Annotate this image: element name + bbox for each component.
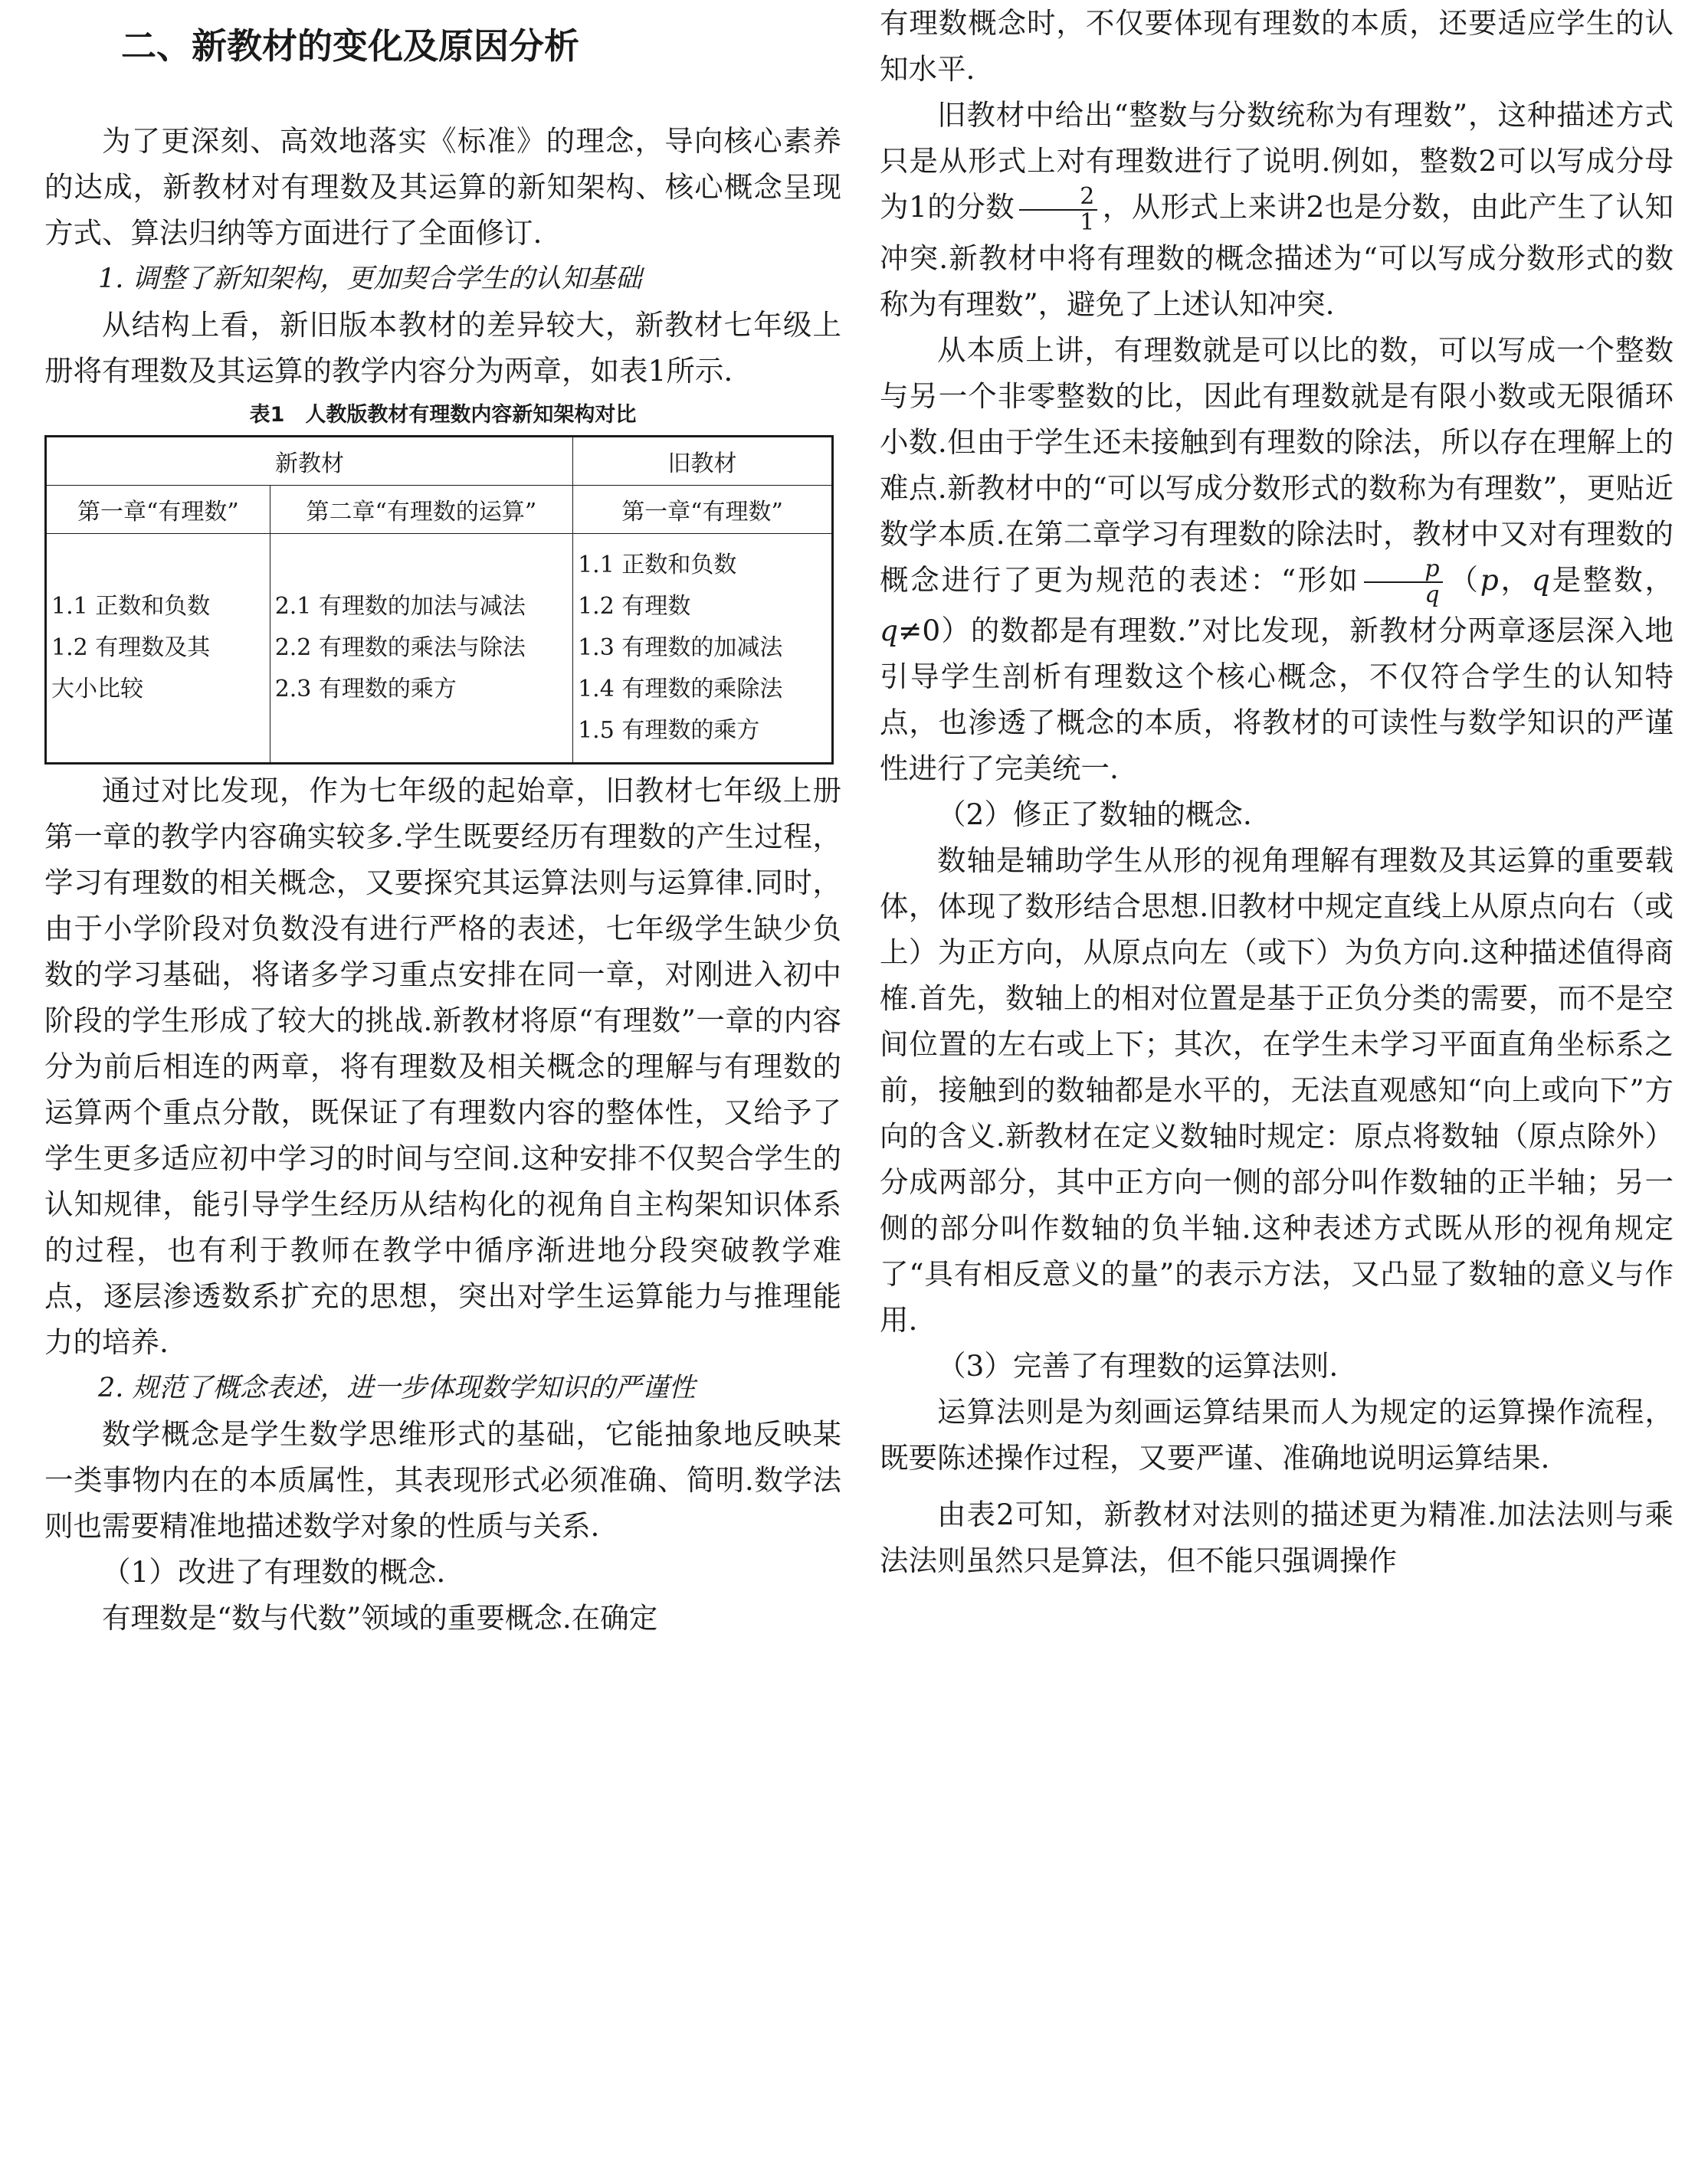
old-definition-text-b: ，从形式上来讲2也是分数，由此产生了认知冲突.新教材中将有理数的概念描述为“可以写成分数形式的数称为有理数”，避免了上述认知冲突.: [880, 190, 1674, 321]
table-column-header-row: [46, 486, 833, 534]
subheading-2: 2. 规范了概念表述，进一步体现数学知识的严谨性: [98, 1373, 696, 1403]
rules-paragraph: 运算法则是为刻画运算结果而人为规定的运算操作流程，既要陈述操作过程，又要严谨、准确地说明运算结果.: [880, 1395, 1674, 1475]
table-cell-line: 1.2 有理数: [578, 593, 691, 620]
fraction-two-over-one: [1019, 182, 1097, 236]
table-caption: 表1 人教版教材有理数内容新知架构对比: [249, 403, 637, 427]
fraction-p-over-q: [1364, 557, 1442, 607]
item-1-heading: （1）改进了有理数的概念.: [102, 1555, 446, 1589]
concept-paragraph: 数学概念是学生数学思维形式的基础，它能抽象地反映某一类事物内在的本质属性，其表现形式必须准确、简明.数学法则也需要精准地描述数学对象的性质与关系.: [44, 1417, 841, 1543]
old-definition-text-a: 旧教材中给出“整数与分数统称为有理数”，这种描述方式只是从形式上对有理数进行了说明.例如，整数2可以写成分母为1的分数: [880, 98, 1674, 224]
table-cell-line: 1.4 有理数的乘除法: [578, 676, 783, 702]
table-cell-line: 大小比较: [51, 676, 143, 702]
old-definition-paragraph: [880, 92, 1674, 327]
fraction-numerator: p: [1364, 557, 1442, 583]
fraction-numerator: 2: [1019, 185, 1097, 211]
table-cell-line: 1.1 正数和负数: [578, 552, 737, 578]
fraction-denominator: q: [1424, 581, 1440, 608]
section-title: 二、新教材的变化及原因分析: [121, 25, 579, 67]
structure-paragraph: 从结构上看，新旧版本教材的差异较大，新教材七年级上册将有理数及其运算的教学内容分为两章，如表1所示.: [44, 308, 841, 388]
essence-text-a: 从本质上讲，有理数就是可以比的数，可以写成一个整数与另一个非零整数的比，因此有理数就是有限小数或无限循环小数.但由于学生还未接触到有理数的除法，所以存在理解上的难点.新教材中的“可以写成分数形式的数称为有理数”，更贴近数学本质.在第二章学习有理数的除法时，教材中又对有理数的概念进行了更为规范的表述：“形如: [880, 332, 1674, 597]
right-column: [880, 0, 1674, 1583]
essence-text-b: （: [1447, 562, 1480, 597]
rational-paragraph-continued: 有理数概念时，不仅要体现有理数的本质，还要适应学生的认知水平.: [880, 6, 1674, 86]
variable-q: q: [880, 614, 899, 647]
essence-paragraph: [880, 327, 1674, 792]
table-col2-header: 第二章“有理数的运算”: [270, 486, 572, 534]
table-col1-header: 第一章“有理数”: [46, 486, 270, 534]
table-cell-line: 2.3 有理数的乘方: [274, 676, 457, 702]
table-cell-line: 2.1 有理数的加法与减法: [274, 593, 526, 620]
compare-paragraph: 通过对比发现，作为七年级的起始章，旧教材七年级上册第一章的教学内容确实较多.学生既要经历有理数的产生过程，学习有理数的相关概念，又要探究其运算法则与运算律.同时，由于小学阶段对负数没有进行严格的表述，七年级学生缺少负数的学习基础，将诸多学习重点安排在同一章，对刚进入初中阶段的学生形成了较大的挑战.新教材将原“有理数”一章的内容分为前后相连的两章，将有理数及相关概念的理解与有理数的运算两个重点分散，既保证了有理数内容的整体性，又给予了学生更多适应初中学习的时间与空间.这种安排不仅契合学生的认知规律，能引导学生经历从结构化的视角自主构架知识体系的过程，也有利于教师在教学中循序渐进地分段突破教学难点，逐层渗透数系扩充的思想，突出对学生运算能力与推理能力的培养.: [44, 774, 841, 1359]
rational-paragraph-start: 有理数是“数与代数”领域的重要概念.在确定: [102, 1601, 658, 1635]
essence-text-d: 是整数，: [1549, 562, 1674, 597]
table-cell-line: 1.2 有理数及其: [51, 634, 211, 661]
item-3-heading: （3）完善了有理数的运算法则.: [937, 1349, 1339, 1383]
left-column: [44, 0, 841, 1641]
table-col3-header: 第一章“有理数”: [573, 486, 833, 534]
comparison-table: [44, 435, 834, 765]
table-group-header-row: [46, 437, 833, 486]
table-cell-new-ch2: [270, 534, 572, 764]
table-cell-new-ch1: [46, 534, 270, 764]
intro-paragraph: 为了更深刻、高效地落实《标准》的理念，导向核心素养的达成，新教材对有理数及其运算的新知架构、核心概念呈现方式、算法归纳等方面进行了全面修订.: [44, 124, 841, 250]
fraction-denominator: 1: [1080, 208, 1095, 236]
table-cell-line: 1.1 正数和负数: [51, 593, 211, 620]
number-axis-paragraph: 数轴是辅助学生从形的视角理解有理数及其运算的重要载体，体现了数形结合思想.旧教材中规定直线上从原点向右（或上）为正方向，从原点向左（或下）为负方向.这种描述值得商榷.首先，数轴上的相对位置是基于正负分类的需要，而不是空间位置的左右或上下；其次，在学生未学习平面直角坐标系之前，接触到的数轴都是水平的，无法直观感知“向上或向下”方向的含义.新教材在定义数轴时规定：原点将数轴（原点除外）分成两部分，其中正方向一侧的部分叫作数轴的正半轴；另一侧的部分叫作数轴的负半轴.这种表述方式既从形的视角规定了“具有相反意义的量”的表示方法，又凸显了数轴的意义与作用.: [880, 843, 1674, 1337]
table2-paragraph: 由表2可知，新教材对法则的描述更为精准.加法法则与乘法法则虽然只是算法，但不能只强调操作: [880, 1498, 1674, 1577]
subheading-1: 1. 调整了新知架构，更加契合学生的认知基础: [98, 264, 642, 294]
item-2-heading: （2）修正了数轴的概念.: [937, 797, 1252, 831]
table-header-old: 旧教材: [573, 437, 833, 486]
table-cell-line: 1.3 有理数的加减法: [578, 634, 783, 661]
essence-text-c: ，: [1498, 562, 1532, 597]
table-cell-line: 1.5 有理数的乘方: [578, 717, 760, 744]
table-row: [46, 534, 833, 764]
table-cell-old-ch1: [573, 534, 833, 764]
table-header-new: 新教材: [46, 437, 573, 486]
essence-text-e: ≠0）的数都是有理数.”对比发现，新教材分两章逐层深入地引导学生剖析有理数这个核心概念，不仅符合学生的认知特点，也渗透了概念的本质，将教材的可读性与数学知识的严谨性进行了完美统一.: [880, 614, 1674, 785]
variable-p: p: [1480, 562, 1499, 597]
table-cell-line: 2.2 有理数的乘法与除法: [274, 634, 526, 661]
variable-q: q: [1531, 562, 1550, 597]
